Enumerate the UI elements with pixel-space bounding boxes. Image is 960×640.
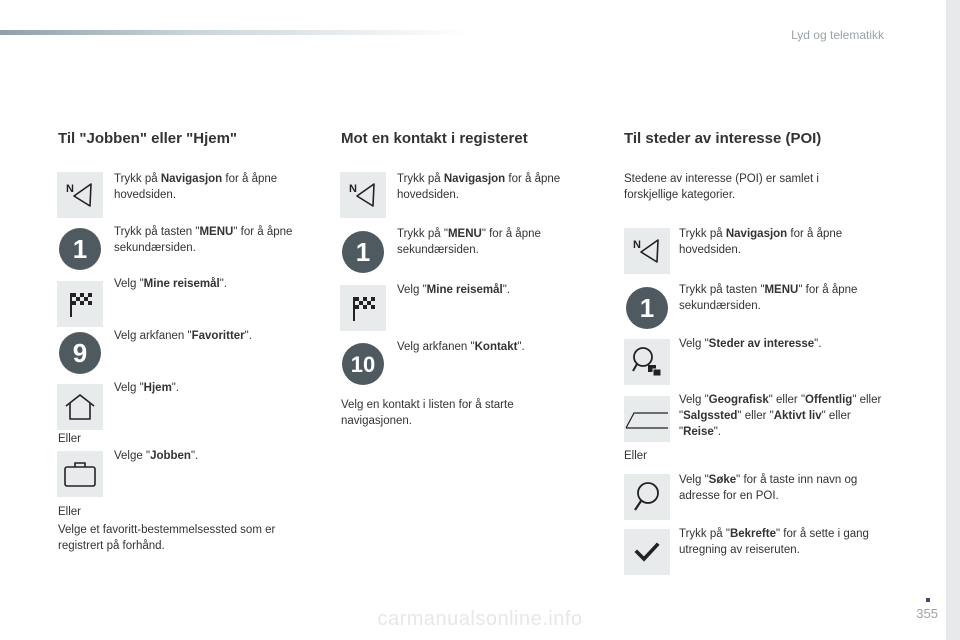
navigation-icon[interactable] — [624, 228, 670, 274]
step-number: 9 — [72, 338, 88, 368]
favorites-tab-icon[interactable] — [57, 330, 103, 376]
briefcase-icon[interactable] — [57, 451, 103, 497]
search-icon[interactable] — [624, 474, 670, 520]
step-text: Trykk på Navigasjon for å åpne hovedsiden. — [114, 173, 278, 201]
poi-search-icon[interactable] — [624, 339, 670, 385]
or-label: Eller — [58, 506, 82, 518]
step-number: 1 — [355, 237, 371, 267]
step-number: 1 — [72, 234, 88, 264]
or-label: Eller — [58, 433, 82, 445]
header-bar — [0, 30, 470, 35]
section-title: Mot en kontakt i registeret — [341, 130, 528, 147]
step-text: Trykk på "MENU" for å åpne sekundærsiden. — [397, 228, 541, 256]
svg-text:N: N — [633, 239, 641, 251]
navigation-icon[interactable] — [340, 172, 386, 218]
section-intro: Stedene av interesse (POI) er samlet i forskjellige kategorier. — [624, 173, 819, 201]
navigation-icon[interactable] — [57, 172, 103, 218]
menu-button-icon[interactable] — [340, 229, 386, 275]
svg-text:N: N — [66, 183, 74, 195]
step-text: Trykk på tasten "MENU" for å åpne sekundærsiden. — [114, 226, 293, 254]
menu-button-icon[interactable] — [57, 226, 103, 272]
or-label: Eller — [624, 450, 648, 462]
confirm-check-icon[interactable] — [624, 529, 670, 575]
step-text: Trykk på Navigasjon for å åpne hovedsiden. — [397, 173, 561, 201]
watermark: carmanualsonline.info — [377, 608, 583, 630]
step-text: Velge "Jobben". — [114, 450, 199, 462]
step-text: Velg "Mine reisemål". — [114, 278, 228, 290]
checkered-flag-icon[interactable] — [340, 285, 386, 331]
step-text: Velg "Søke" for å taste inn navn og adresse for en POI. — [679, 474, 858, 502]
step-text: Velg "Steder av interesse". — [679, 338, 822, 350]
step-text: Velge et favoritt-bestemmelsessted som er registrert på forhånd. — [58, 524, 276, 552]
contact-tab-icon[interactable] — [340, 341, 386, 387]
chapter-title: Lyd og telematikk — [791, 28, 884, 42]
category-tab-icon[interactable] — [624, 396, 670, 442]
step-text: Trykk på Navigasjon for å åpne hovedsiden. — [679, 228, 843, 256]
svg-text:N: N — [349, 183, 357, 195]
step-text: Velg "Geografisk" eller "Offentlig" eller "Salgssted" eller "Aktivt liv" eller "Reise". — [679, 394, 882, 438]
menu-button-icon[interactable] — [624, 285, 670, 331]
step-text: Velg en kontakt i listen for å starte navigasjonen. — [341, 399, 514, 427]
section-title: Til steder av interesse (POI) — [624, 130, 822, 147]
step-number: 10 — [350, 352, 376, 377]
page-number: 355 — [916, 606, 938, 621]
step-text: Velg "Mine reisemål". — [397, 284, 511, 296]
step-text: Velg arkfanen "Favoritter". — [114, 330, 252, 342]
step-number: 1 — [639, 293, 655, 323]
step-text: Velg "Hjem". — [114, 382, 180, 394]
step-text: Velg arkfanen "Kontakt". — [397, 341, 525, 353]
page-edge-strip — [946, 0, 960, 640]
checkered-flag-icon[interactable] — [57, 281, 103, 327]
page-marker — [926, 598, 930, 602]
step-text: Trykk på "Bekrefte" for å sette i gang utregning av reiseruten. — [679, 528, 869, 556]
step-text: Trykk på tasten "MENU" for å åpne sekundærsiden. — [679, 284, 858, 312]
home-icon[interactable] — [57, 384, 103, 430]
section-title: Til "Jobben" eller "Hjem" — [58, 130, 238, 147]
